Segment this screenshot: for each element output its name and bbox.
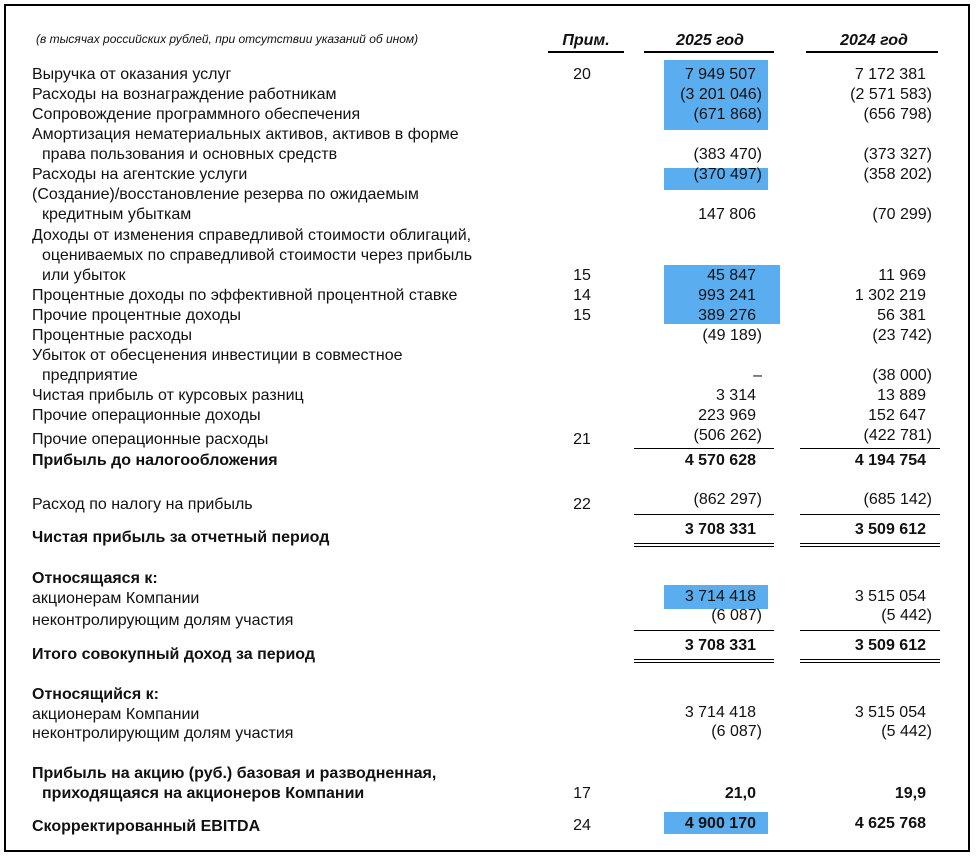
row-label-line2: права пользования и основных средств xyxy=(42,146,338,163)
section-heading: Относящаяся к: xyxy=(32,570,158,587)
row-note: 20 xyxy=(573,66,591,83)
row-value-2025: 993 241 xyxy=(698,287,756,304)
subtotal-rule-2024 xyxy=(800,448,940,449)
row-label: Процентные доходы по эффективной процентной ставке xyxy=(32,287,458,304)
row-value-2024: 1 302 219 xyxy=(854,287,926,304)
header-2024: 2024 год xyxy=(840,32,908,49)
row-note: 21 xyxy=(573,431,591,448)
row-label: Чистая прибыль за отчетный период xyxy=(32,529,330,546)
total-double-rule-2025-a xyxy=(634,543,774,544)
row-value-2024: 7 172 381 xyxy=(854,66,926,83)
row-value-2024: (422 781) xyxy=(863,427,932,444)
row-note: 14 xyxy=(573,287,591,304)
row-value-2025: (383 470) xyxy=(693,146,762,163)
row-value-2025: (862 297) xyxy=(693,491,762,508)
row-label: Расход по налогу на прибыль xyxy=(32,496,253,513)
row-value-2025: 21,0 xyxy=(724,785,756,802)
row-label: неконтролирующим долям участия xyxy=(32,725,294,742)
row-value-2025: 3 708 331 xyxy=(684,521,756,538)
row-value-2024: 152 647 xyxy=(868,407,926,424)
row-value-2024: 19,9 xyxy=(894,785,926,802)
subtotal-rule-2025 xyxy=(634,514,774,515)
row-label: Выручка от оказания услуг xyxy=(32,66,232,83)
header-rule-2024 xyxy=(806,51,938,53)
row-value-2025: (506 262) xyxy=(693,427,762,444)
row-value-2025: 147 806 xyxy=(698,206,756,223)
row-label: Итого совокупный доход за период xyxy=(32,646,315,663)
row-value-2025: 3 708 331 xyxy=(684,637,756,654)
header-rule-2025 xyxy=(644,51,774,53)
row-value-2025: 389 276 xyxy=(698,307,756,324)
row-label: Процентные расходы xyxy=(32,327,193,344)
subtotal-rule-2025 xyxy=(634,448,774,449)
row-note: 22 xyxy=(573,496,591,513)
row-label: Прочие процентные доходы xyxy=(32,307,242,324)
row-value-2025: (370 497) xyxy=(693,166,762,183)
row-value-2025: 3 714 418 xyxy=(684,588,756,605)
row-value-2025: (3 201 046) xyxy=(680,86,762,103)
row-value-2024: 3 515 054 xyxy=(854,704,926,721)
header-note: Прим. xyxy=(562,32,610,49)
total-double-rule-2024-a xyxy=(800,543,940,544)
row-value-2025: 4 570 628 xyxy=(684,452,756,469)
row-label-line3: или убыток xyxy=(42,267,126,284)
row-note: 17 xyxy=(573,785,591,802)
row-value-2024: 3 509 612 xyxy=(854,637,926,654)
row-label: Расходы на агентские услуги xyxy=(32,166,248,183)
row-value-2024: (5 442) xyxy=(881,607,932,624)
total-double-rule-2025-b xyxy=(634,662,774,663)
row-value-2025: 4 900 170 xyxy=(684,815,756,832)
row-value-2024: (685 142) xyxy=(863,491,932,508)
row-label: Сопровождение программного обеспечения xyxy=(32,106,361,123)
row-label-line2: приходящаяся на акционеров Компании xyxy=(42,785,365,802)
row-value-2024: (656 798) xyxy=(863,106,932,123)
row-value-2025: (6 087) xyxy=(711,607,762,624)
row-value-2025: 3 714 418 xyxy=(684,704,756,721)
row-value-2024: (5 442) xyxy=(881,723,932,740)
row-label: неконтролирующим долям участия xyxy=(32,612,294,629)
units-note: (в тысячах российских рублей, при отсутствии указаний об ином) xyxy=(36,32,419,46)
total-double-rule-2024-a xyxy=(800,659,940,660)
row-value-2024: 3 509 612 xyxy=(854,521,926,538)
row-label: Прочие операционные доходы xyxy=(32,407,261,424)
header-2025: 2025 год xyxy=(676,32,744,49)
row-value-2024: 11 969 xyxy=(878,267,926,284)
row-value-2024: 3 515 054 xyxy=(854,588,926,605)
row-note: 15 xyxy=(573,267,591,284)
row-value-2024: 56 381 xyxy=(877,307,926,324)
row-label: Скорректированный EBITDA xyxy=(32,818,261,835)
row-value-2024: 4 194 754 xyxy=(854,452,926,469)
row-label: Прочие операционные расходы xyxy=(32,431,269,448)
row-label: Доходы от изменения справедливой стоимости облигаций, xyxy=(32,227,472,244)
row-label: Прибыль до налогообложения xyxy=(32,452,278,469)
header-rule-note xyxy=(548,51,624,53)
row-value-2025: (49 189) xyxy=(702,327,762,344)
row-value-2025: – xyxy=(753,367,762,384)
row-label: Амортизация нематериальных активов, активов в форме xyxy=(32,126,459,143)
row-value-2024: (2 571 583) xyxy=(850,86,932,103)
row-value-2025: (6 087) xyxy=(711,723,762,740)
subtotal-rule-2024 xyxy=(800,630,940,631)
row-label: (Создание)/восстановление резерва по ожидаемым xyxy=(32,186,419,203)
row-label-line2: предприятие xyxy=(42,367,138,384)
row-value-2025: 7 949 507 xyxy=(684,66,756,83)
subtotal-rule-2024 xyxy=(800,514,940,515)
row-value-2025: 223 969 xyxy=(698,407,756,424)
row-label: Расходы на вознаграждение работникам xyxy=(32,86,337,103)
total-double-rule-2024-b xyxy=(800,662,940,663)
total-double-rule-2024-b xyxy=(800,546,940,547)
row-note: 15 xyxy=(573,307,591,324)
row-label: Чистая прибыль от курсовых разниц xyxy=(32,387,304,404)
row-note: 24 xyxy=(573,817,591,834)
row-label: акционерам Компании xyxy=(32,590,200,607)
row-label-line2: оцениваемых по справедливой стоимости через прибыль xyxy=(42,247,473,264)
row-value-2025: (671 868) xyxy=(693,106,762,123)
row-value-2025: 3 314 xyxy=(715,387,756,404)
row-value-2024: (358 202) xyxy=(863,166,932,183)
section-heading: Относящийся к: xyxy=(32,686,159,703)
subtotal-rule-2025 xyxy=(634,630,774,631)
total-double-rule-2025-a xyxy=(634,659,774,660)
row-label-line2: кредитным убыткам xyxy=(42,206,192,223)
row-value-2024: 4 625 768 xyxy=(854,815,926,832)
total-double-rule-2025-b xyxy=(634,546,774,547)
row-value-2025: 45 847 xyxy=(707,267,756,284)
row-value-2024: 13 889 xyxy=(877,387,926,404)
row-label: акционерам Компании xyxy=(32,706,200,723)
row-value-2024: (38 000) xyxy=(872,367,932,384)
row-value-2024: (373 327) xyxy=(863,146,932,163)
row-label: Убыток от обесценения инвестиции в совместное xyxy=(32,347,403,364)
row-label: Прибыль на акцию (руб.) базовая и разводненная, xyxy=(32,765,437,782)
row-value-2024: (23 742) xyxy=(872,327,932,344)
row-value-2024: (70 299) xyxy=(872,206,932,223)
